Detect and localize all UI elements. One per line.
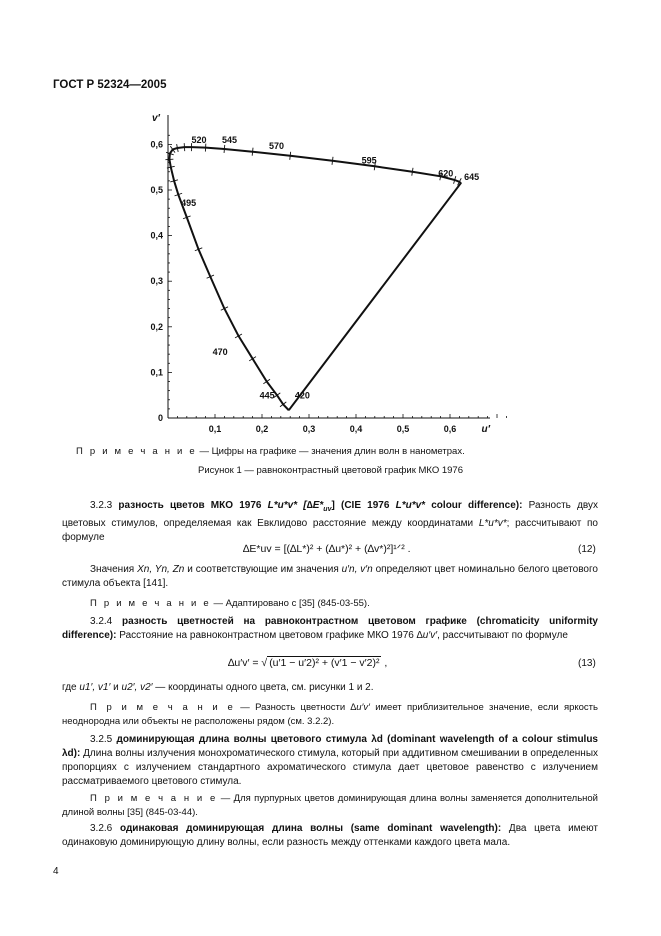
wavelength-tick xyxy=(412,168,413,176)
term-part: ] (CIE 1976 xyxy=(331,500,396,511)
x-tick-label: 0,4 xyxy=(349,424,363,434)
section-3-2-3-values xyxy=(62,563,598,591)
x-axis-label: u′ xyxy=(481,424,490,435)
definition-text: ∆u′v′ xyxy=(416,630,438,641)
term-subscript: uv xyxy=(323,506,332,513)
note-text: — Для пурпурных цветов доминирующая длина волны заменяется дополнительной длиной волны [35] (845-03-44). xyxy=(62,793,598,818)
note-text: — Адаптировано с [35] (845-03-55). xyxy=(210,598,370,609)
section-3-2-4-note xyxy=(62,701,598,729)
note-label: П р и м е ч а н и е xyxy=(90,598,211,609)
wavelength-tick xyxy=(252,148,253,156)
wavelength-label: 620 xyxy=(438,168,454,179)
definition-text: , рассчитывают по формуле xyxy=(437,630,568,641)
definition-text: Два цвета имеют одинаковую доминирующую длину волны, если разность между оттенками каждого цвета мала. xyxy=(62,823,598,848)
text: — координаты одного цвета, см. рисунки 1 и 2. xyxy=(152,682,374,693)
x-tick-label: 0,6 xyxy=(443,424,457,434)
y-tick-label: 0,4 xyxy=(150,230,163,241)
text: Значения xyxy=(90,564,138,575)
wavelength-label: 595 xyxy=(361,155,377,166)
figure-note-text: — Цифры на графике — значения длин волн в нанометрах. xyxy=(196,446,465,457)
y-tick-label: 0,1 xyxy=(150,367,163,378)
text: u1′, v1′ xyxy=(79,682,111,693)
wavelength-label: 495 xyxy=(181,197,197,208)
term: разность цветностей на равноконтрастном цветовом графике (chromaticity uniformity difference): xyxy=(62,616,598,641)
section-3-2-4 xyxy=(62,615,598,643)
chromaticity-chart xyxy=(140,105,510,440)
figure-note xyxy=(76,446,465,457)
wavelength-tick xyxy=(224,145,225,153)
x-tick-label: 0,1 xyxy=(208,424,222,434)
text: Xn, Yn, Zn xyxy=(137,564,185,575)
definition-text: Длина волны излучения монохроматического стимула, который при аддитивном смешивании в определенных пропорциях с излучением стандартного ахроматического стимула дает цветовое равенство с излучением рассматриваемого цветового стимула. xyxy=(62,748,598,787)
wavelength-label: 520 xyxy=(191,135,207,146)
y-axis-label: v′ xyxy=(152,113,160,124)
term-part: L*u*v* [∆E* xyxy=(267,500,324,511)
text: u2′, v2′ xyxy=(121,682,153,693)
formula-12-number: (12) xyxy=(578,544,596,555)
document-header: ГОСТ Р 52324—2005 xyxy=(53,79,167,91)
wavelength-label: 420 xyxy=(294,390,310,401)
term-part: разность цветов МКО 1976 xyxy=(112,500,268,511)
definition-text: Разность двух цветовых стимулов, определяемая как Евклидово расстояние между координатами xyxy=(62,500,598,529)
wavelength-label: 445 xyxy=(259,390,275,401)
formula-lhs: ∆u′v′ = xyxy=(228,657,262,669)
note-text: имеет приблизительное значение, если яркость неоднородна или объекты не расположены рядом (см. 3.2.2). xyxy=(62,702,598,727)
formula-radicand: (u′1 − u′2)² + (v′1 − v′2)² xyxy=(269,657,380,669)
section-3-2-4-where xyxy=(62,681,598,695)
section-number: 3.2.6 xyxy=(90,823,113,834)
y-tick-label: 0,6 xyxy=(150,139,163,150)
definition-text: Расстояние на равноконтрастном цветовом графике МКО 1976 xyxy=(116,630,417,641)
section-3-2-6 xyxy=(62,822,598,850)
definition-text: ; рассчитывают по формуле xyxy=(62,518,598,543)
section-3-2-3-note xyxy=(62,597,598,611)
wavelength-label: 645 xyxy=(464,171,480,182)
term-part: colour difference): xyxy=(425,500,523,511)
text: u′n, v′n xyxy=(341,564,373,575)
x-tick-label: 0,5 xyxy=(396,424,410,434)
section-number: 3.2.5 xyxy=(90,734,113,745)
formula-12: ∆E*uv = [(∆L*)² + (∆u*)² + (∆v*)²]¹ᐟ² . xyxy=(243,543,411,555)
note-text: — Разность цветности xyxy=(234,702,351,713)
wavelength-tick xyxy=(332,157,333,165)
definition-text: L*u*v* xyxy=(478,518,507,529)
y-tick-label: 0,2 xyxy=(150,321,163,332)
formula-13-number: (13) xyxy=(578,658,596,669)
wavelength-tick xyxy=(290,152,291,160)
y-tick-label: 0,5 xyxy=(150,185,163,195)
term-part: L*u*v* xyxy=(395,500,426,511)
wavelength-tick xyxy=(165,159,173,160)
section-number: 3.2.3 xyxy=(90,500,113,511)
note-label: П р и м е ч а н и е xyxy=(90,793,218,804)
chart-axes xyxy=(152,113,491,435)
x-tick-label: 0,3 xyxy=(302,424,316,434)
wavelength-label: 470 xyxy=(212,347,228,358)
figure-caption: Рисунок 1 — равноконтрастный цветовой график МКО 1976 xyxy=(197,465,463,476)
text: определяют цвет номинально белого цветового стимула объекта [141]. xyxy=(62,564,598,589)
y-tick-label: 0 xyxy=(157,413,163,423)
note-text: ∆u′v′ xyxy=(350,702,370,713)
wavelength-tick xyxy=(184,143,185,151)
wavelength-label: 570 xyxy=(269,140,285,151)
section-3-2-3 xyxy=(62,499,598,545)
figure-note-label: П р и м е ч а н и е xyxy=(76,446,197,457)
text: и соответствующие им значения xyxy=(184,564,342,575)
note-label: П р и м е ч а н и е xyxy=(90,702,235,713)
section-number: 3.2.4 xyxy=(90,616,113,627)
formula-tail: , xyxy=(381,657,388,669)
section-3-2-5-note xyxy=(62,792,598,820)
x-tick-label: 0,2 xyxy=(255,424,269,434)
text: и xyxy=(110,682,122,693)
text: где xyxy=(62,682,80,693)
formula-13: ∆u′v′ = √ (u′1 − u′2)² + (v′1 − v′2)² , xyxy=(228,657,388,669)
section-3-2-5 xyxy=(62,733,598,789)
spectral-locus-line xyxy=(169,147,460,410)
term: доминирующая длина волны цветового стимула λd (dominant wavelength of a colour stimulus λd): xyxy=(62,734,598,759)
term: одинаковая доминирующая длина волны (same dominant wavelength): xyxy=(112,823,502,834)
page-number: 4 xyxy=(53,866,59,877)
wavelength-label: 545 xyxy=(222,135,238,146)
y-tick-label: 0,3 xyxy=(150,276,163,287)
